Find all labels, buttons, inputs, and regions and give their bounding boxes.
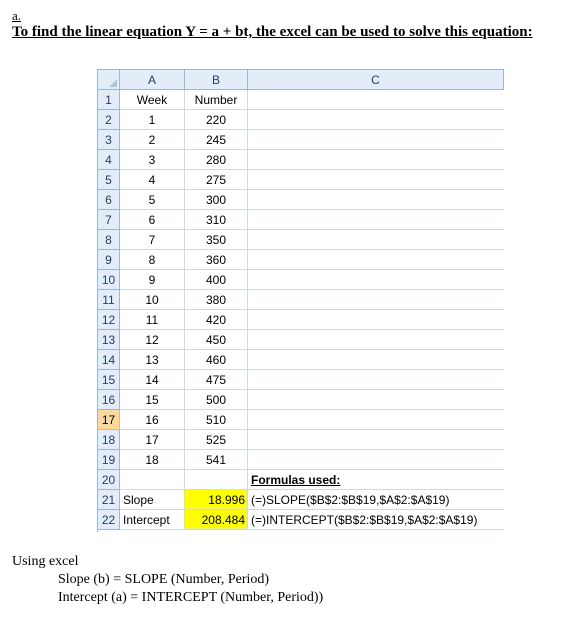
row-header[interactable]: 16 [98, 390, 120, 410]
row-header[interactable]: 17 [98, 410, 120, 430]
table-row [98, 510, 504, 530]
week-cell[interactable]: 7 [120, 230, 185, 250]
empty-cell[interactable] [248, 430, 504, 450]
week-cell[interactable]: 17 [120, 430, 185, 450]
row-header[interactable]: 12 [98, 310, 120, 330]
table-row [98, 330, 504, 350]
spreadsheet[interactable] [97, 69, 504, 532]
column-header-a[interactable]: A [120, 70, 185, 90]
column-header-b[interactable]: B [185, 70, 248, 90]
empty-cell[interactable] [248, 250, 504, 270]
empty-cell[interactable] [248, 410, 504, 430]
cell-b1[interactable]: Number [185, 90, 248, 110]
row-header[interactable]: 22 [98, 510, 120, 530]
row-header[interactable]: 5 [98, 170, 120, 190]
row-header[interactable]: 8 [98, 230, 120, 250]
row-header[interactable]: 11 [98, 290, 120, 310]
empty-cell[interactable] [248, 350, 504, 370]
week-cell[interactable]: 13 [120, 350, 185, 370]
week-cell[interactable]: 2 [120, 130, 185, 150]
week-cell[interactable]: 9 [120, 270, 185, 290]
row-header[interactable]: 20 [98, 470, 120, 490]
week-cell[interactable]: 10 [120, 290, 185, 310]
table-row [98, 90, 504, 110]
intercept-label-cell[interactable]: Intercept [120, 510, 185, 530]
table-row [98, 390, 504, 410]
using-excel-label: Using excel [12, 554, 79, 569]
number-cell[interactable]: 460 [185, 350, 248, 370]
select-all-icon [109, 79, 117, 87]
slope-value-cell[interactable]: 18.996 [185, 490, 248, 510]
slope-formula-text: Slope (b) = SLOPE (Number, Period) [58, 572, 270, 587]
document-heading: To find the linear equation Y = a + bt, the excel can be used to solve this equation: [12, 24, 533, 40]
intercept-formula-cell[interactable]: (=)INTERCEPT($B$2:$B$19,$A$2:$A$19) [248, 510, 504, 530]
number-cell[interactable]: 220 [185, 110, 248, 130]
week-cell[interactable]: 3 [120, 150, 185, 170]
row-header[interactable]: 7 [98, 210, 120, 230]
empty-cell[interactable] [248, 290, 504, 310]
number-cell[interactable]: 380 [185, 290, 248, 310]
week-cell[interactable]: 18 [120, 450, 185, 470]
number-cell[interactable]: 400 [185, 270, 248, 290]
row-header[interactable]: 4 [98, 150, 120, 170]
cell-a1[interactable]: Week [120, 90, 185, 110]
empty-cell[interactable] [248, 450, 504, 470]
column-header-row [98, 70, 504, 90]
table-row [98, 230, 504, 250]
table-row [98, 430, 504, 450]
row-header[interactable]: 3 [98, 130, 120, 150]
empty-cell[interactable] [248, 210, 504, 230]
empty-cell[interactable] [248, 390, 504, 410]
number-cell[interactable]: 475 [185, 370, 248, 390]
intercept-formula-text: Intercept (a) = INTERCEPT (Number, Period)) [58, 590, 324, 605]
empty-cell[interactable] [248, 130, 504, 150]
row-header[interactable]: 2 [98, 110, 120, 130]
table-row [98, 270, 504, 290]
intercept-value-cell[interactable]: 208.484 [185, 510, 248, 530]
cell-c1[interactable] [248, 90, 504, 110]
row-header[interactable]: 21 [98, 490, 120, 510]
select-all-corner[interactable] [98, 70, 120, 90]
number-cell[interactable]: 541 [185, 450, 248, 470]
number-cell[interactable]: 350 [185, 230, 248, 250]
column-header-c[interactable]: C [248, 70, 504, 90]
table-row [98, 170, 504, 190]
row-header[interactable]: 13 [98, 330, 120, 350]
empty-cell[interactable] [248, 150, 504, 170]
number-cell[interactable]: 300 [185, 190, 248, 210]
empty-cell[interactable] [248, 330, 504, 350]
row-header[interactable]: 1 [98, 90, 120, 110]
week-cell[interactable]: 4 [120, 170, 185, 190]
week-cell[interactable]: 11 [120, 310, 185, 330]
number-cell[interactable]: 360 [185, 250, 248, 270]
week-cell[interactable]: 1 [120, 110, 185, 130]
row-header[interactable]: 18 [98, 430, 120, 450]
table-row [98, 130, 504, 150]
row-header[interactable]: 14 [98, 350, 120, 370]
empty-cell[interactable] [248, 170, 504, 190]
slope-formula-cell[interactable]: (=)SLOPE($B$2:$B$19,$A$2:$A$19) [248, 490, 504, 510]
table-row [98, 190, 504, 210]
empty-cell[interactable] [248, 270, 504, 290]
row-header[interactable]: 6 [98, 190, 120, 210]
table-row [98, 210, 504, 230]
week-cell[interactable]: 15 [120, 390, 185, 410]
number-cell[interactable]: 420 [185, 310, 248, 330]
table-row [98, 110, 504, 130]
table-row [98, 150, 504, 170]
week-cell[interactable]: 5 [120, 190, 185, 210]
number-cell[interactable]: 275 [185, 170, 248, 190]
empty-cell[interactable] [248, 230, 504, 250]
empty-cell[interactable] [248, 190, 504, 210]
slope-label-cell[interactable]: Slope [120, 490, 185, 510]
table-row [98, 250, 504, 270]
week-cell[interactable]: 12 [120, 330, 185, 350]
table-row [98, 450, 504, 470]
number-cell[interactable]: 525 [185, 430, 248, 450]
week-cell[interactable]: 6 [120, 210, 185, 230]
week-cell[interactable]: 16 [120, 410, 185, 430]
number-cell[interactable]: 280 [185, 150, 248, 170]
number-cell[interactable]: 510 [185, 410, 248, 430]
week-cell[interactable]: 14 [120, 370, 185, 390]
cell-b20[interactable] [185, 470, 248, 490]
empty-cell[interactable] [248, 310, 504, 330]
number-cell[interactable]: 310 [185, 210, 248, 230]
row-header[interactable]: 19 [98, 450, 120, 470]
table-row [98, 310, 504, 330]
section-letter: a. [12, 8, 22, 23]
table-row [98, 490, 504, 510]
row-header[interactable]: 9 [98, 250, 120, 270]
table-row [98, 470, 504, 490]
empty-cell[interactable] [248, 110, 504, 130]
number-cell[interactable]: 500 [185, 390, 248, 410]
row-header[interactable]: 15 [98, 370, 120, 390]
number-cell[interactable]: 245 [185, 130, 248, 150]
table-row [98, 410, 504, 430]
cell-a20[interactable] [120, 470, 185, 490]
table-row [98, 370, 504, 390]
table-row [98, 350, 504, 370]
formulas-used-label[interactable]: Formulas used: [248, 470, 504, 490]
number-cell[interactable]: 450 [185, 330, 248, 350]
empty-cell[interactable] [248, 370, 504, 390]
week-cell[interactable]: 8 [120, 250, 185, 270]
table-row [98, 290, 504, 310]
row-header[interactable]: 10 [98, 270, 120, 290]
